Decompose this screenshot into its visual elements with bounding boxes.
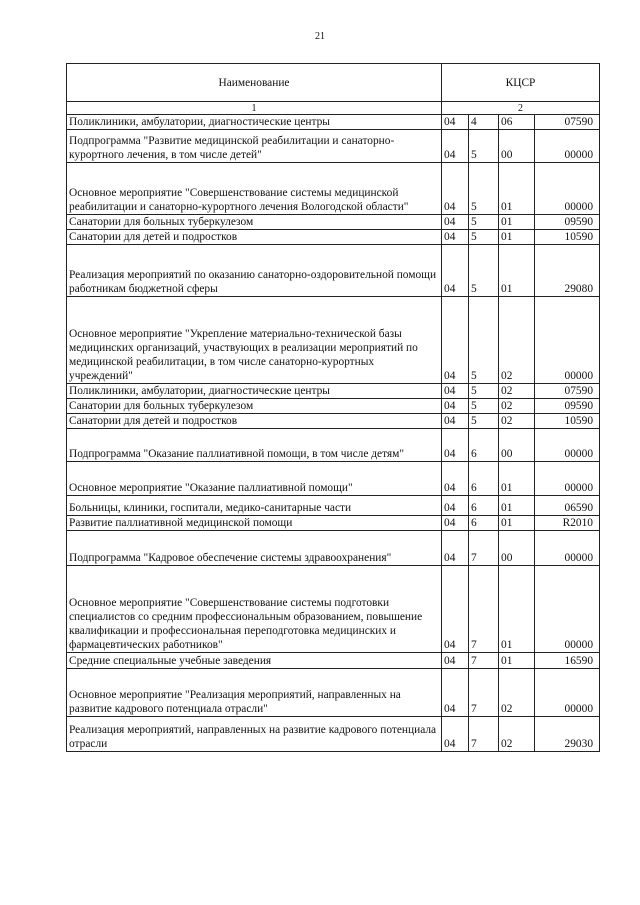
row-code-part-2: 7: [469, 531, 499, 566]
table-row: [67, 516, 600, 531]
row-code-part-2: 5: [469, 163, 499, 215]
row-code-part-1: 04: [442, 130, 469, 163]
code-column-number: 2: [442, 102, 600, 115]
row-code-part-1: 04: [442, 462, 469, 496]
row-code-part-3: 02: [499, 669, 535, 717]
row-code-part-1: 04: [442, 496, 469, 516]
row-code-part-3: 01: [499, 566, 535, 653]
name-column-number: 1: [67, 102, 442, 115]
row-code-part-2: 5: [469, 297, 499, 384]
table-row: [67, 669, 600, 717]
row-name-cell: Средние специальные учебные заведения: [67, 653, 442, 669]
table-row: [67, 297, 600, 384]
row-code-part-3: 00: [499, 130, 535, 163]
row-code-part-3: 01: [499, 653, 535, 669]
row-code-part-4: 00000: [535, 462, 600, 496]
row-code-part-3: 01: [499, 215, 535, 230]
table-row: [67, 230, 600, 245]
table-row: [67, 414, 600, 429]
row-code-part-4: 10590: [535, 230, 600, 245]
row-name-cell: Основное мероприятие "Оказание паллиативной помощи": [67, 462, 442, 496]
row-code-part-3: 02: [499, 414, 535, 429]
row-code-part-4: 07590: [535, 384, 600, 399]
code-column-header: КЦСР: [442, 64, 600, 102]
row-code-part-2: 6: [469, 429, 499, 462]
row-name-cell: Основное мероприятие "Реализация мероприятий, направленных на развитие кадрового потенциала отрасли": [67, 669, 442, 717]
row-code-part-2: 5: [469, 245, 499, 297]
row-code-part-2: 5: [469, 399, 499, 414]
row-code-part-4: 10590: [535, 414, 600, 429]
row-code-part-3: 00: [499, 429, 535, 462]
row-code-part-1: 04: [442, 384, 469, 399]
row-code-part-1: 04: [442, 414, 469, 429]
row-code-part-3: 01: [499, 496, 535, 516]
row-code-part-1: 04: [442, 669, 469, 717]
row-name-cell: Основное мероприятие "Совершенствование системы медицинской реабилитации и санаторно-курортного лечения Вологодской области": [67, 163, 442, 215]
row-code-part-3: 02: [499, 717, 535, 752]
row-code-part-2: 6: [469, 516, 499, 531]
row-code-part-3: 01: [499, 163, 535, 215]
table-row: [67, 717, 600, 752]
row-name-cell: Подпрограмма "Кадровое обеспечение системы здравоохранения": [67, 531, 442, 566]
table-row: [67, 115, 600, 130]
row-code-part-4: 29030: [535, 717, 600, 752]
row-name-cell: Развитие паллиативной медицинской помощи: [67, 516, 442, 531]
row-name-cell: Основное мероприятие "Совершенствование системы подготовки специалистов со средним профессиональным образованием, повышение квалификации и профессиональная переподготовка медицинских и фармацевтических работников": [67, 566, 442, 653]
row-code-part-2: 7: [469, 669, 499, 717]
table-header-row: [67, 64, 600, 102]
row-code-part-4: 00000: [535, 669, 600, 717]
row-code-part-4: 00000: [535, 163, 600, 215]
column-number-row: [67, 102, 600, 115]
kcsr-table: [66, 63, 600, 752]
table-row: [67, 566, 600, 653]
row-name-cell: Подпрограмма "Развитие медицинской реабилитации и санаторно-курортного лечения, в том числе детей": [67, 130, 442, 163]
row-code-part-2: 5: [469, 130, 499, 163]
table-row: [67, 496, 600, 516]
row-code-part-1: 04: [442, 653, 469, 669]
table-row: [67, 429, 600, 462]
table-row: [67, 531, 600, 566]
row-code-part-1: 04: [442, 163, 469, 215]
name-column-header: Наименование: [67, 64, 442, 102]
row-name-cell: Больницы, клиники, госпитали, медико-санитарные части: [67, 496, 442, 516]
row-code-part-4: 00000: [535, 531, 600, 566]
row-code-part-1: 04: [442, 297, 469, 384]
row-code-part-1: 04: [442, 566, 469, 653]
row-code-part-4: 00000: [535, 429, 600, 462]
row-code-part-4: 00000: [535, 130, 600, 163]
table-row: [67, 384, 600, 399]
row-name-cell: Поликлиники, амбулатории, диагностические центры: [67, 115, 442, 130]
row-code-part-4: 06590: [535, 496, 600, 516]
row-code-part-1: 04: [442, 429, 469, 462]
table-row: [67, 245, 600, 297]
row-code-part-3: 00: [499, 531, 535, 566]
row-code-part-3: 02: [499, 399, 535, 414]
row-code-part-2: 7: [469, 566, 499, 653]
row-code-part-1: 04: [442, 245, 469, 297]
row-name-cell: Санатории для детей и подростков: [67, 414, 442, 429]
row-code-part-3: 01: [499, 462, 535, 496]
row-code-part-1: 04: [442, 115, 469, 130]
row-code-part-2: 7: [469, 717, 499, 752]
row-code-part-4: 29080: [535, 245, 600, 297]
row-name-cell: Реализация мероприятий, направленных на развитие кадрового потенциала отрасли: [67, 717, 442, 752]
row-code-part-2: 7: [469, 653, 499, 669]
row-name-cell: Подпрограмма "Оказание паллиативной помощи, в том числе детям": [67, 429, 442, 462]
row-code-part-1: 04: [442, 531, 469, 566]
row-code-part-2: 4: [469, 115, 499, 130]
row-code-part-3: 06: [499, 115, 535, 130]
row-name-cell: Санатории для детей и подростков: [67, 230, 442, 245]
row-code-part-3: 01: [499, 516, 535, 531]
row-code-part-4: 16590: [535, 653, 600, 669]
row-code-part-4: 07590: [535, 115, 600, 130]
row-code-part-1: 04: [442, 516, 469, 531]
row-code-part-1: 04: [442, 230, 469, 245]
table-row: [67, 215, 600, 230]
row-code-part-2: 5: [469, 215, 499, 230]
row-code-part-1: 04: [442, 215, 469, 230]
row-code-part-2: 5: [469, 384, 499, 399]
row-code-part-3: 02: [499, 297, 535, 384]
table-row: [67, 653, 600, 669]
row-code-part-2: 6: [469, 496, 499, 516]
row-code-part-4: 09590: [535, 215, 600, 230]
row-name-cell: Реализация мероприятий по оказанию санаторно-оздоровительной помощи работникам бюджетной сферы: [67, 245, 442, 297]
table-row: [67, 163, 600, 215]
row-code-part-4: R2010: [535, 516, 600, 531]
row-code-part-4: 09590: [535, 399, 600, 414]
table-row: [67, 399, 600, 414]
row-code-part-1: 04: [442, 717, 469, 752]
row-name-cell: Санатории для больных туберкулезом: [67, 399, 442, 414]
row-name-cell: Основное мероприятие "Укрепление материально-технической базы медицинских организаций, участвующих в реализации мероприятий по медицинской реабилитации, в том числе санаторно-курортных учреждений": [67, 297, 442, 384]
row-code-part-4: 00000: [535, 297, 600, 384]
page-number: 21: [315, 31, 325, 42]
row-name-cell: Санатории для больных туберкулезом: [67, 215, 442, 230]
table-row: [67, 462, 600, 496]
table-row: [67, 130, 600, 163]
row-code-part-3: 02: [499, 384, 535, 399]
row-code-part-2: 6: [469, 462, 499, 496]
row-code-part-1: 04: [442, 399, 469, 414]
row-name-cell: Поликлиники, амбулатории, диагностические центры: [67, 384, 442, 399]
row-code-part-3: 01: [499, 230, 535, 245]
row-code-part-3: 01: [499, 245, 535, 297]
row-code-part-2: 5: [469, 230, 499, 245]
row-code-part-2: 5: [469, 414, 499, 429]
row-code-part-4: 00000: [535, 566, 600, 653]
